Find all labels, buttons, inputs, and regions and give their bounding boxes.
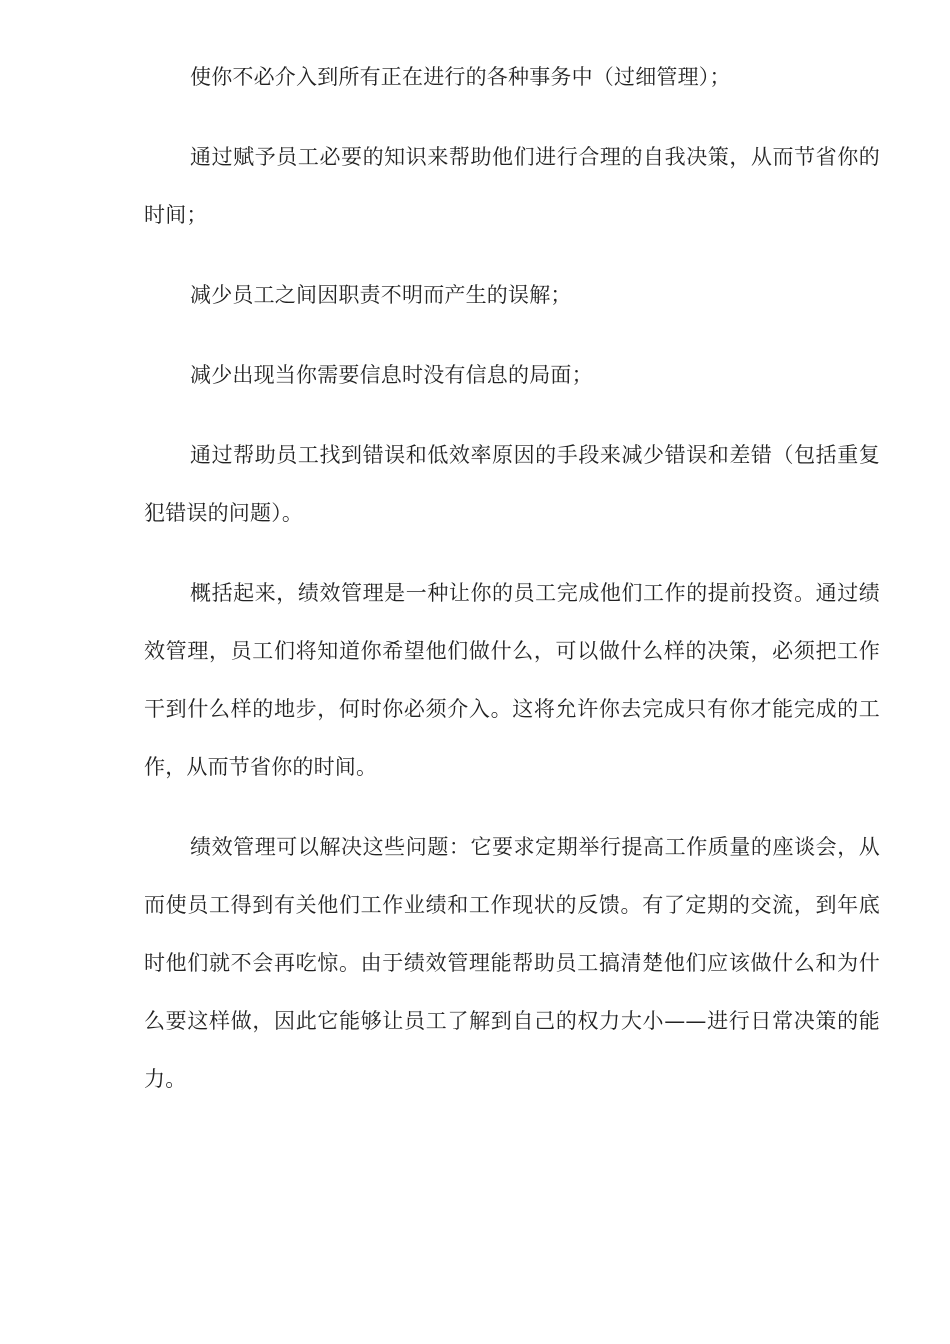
paragraph-empower-employees: 通过赋予员工必要的知识来帮助他们进行合理的自我决策，从而节省你的时间； [144, 145, 880, 227]
paragraph-solution: 绩效管理可以解决这些问题：它要求定期举行提高工作质量的座谈会，从而使员工得到有关他们工作业绩和工作现状的反馈。有了定期的交流，到年底时他们就不会再吃惊。由于绩效管理能帮助员工搞清楚他们应该做什么和为什么要这样做，因此它能够让员工了解到自己的权力大小——进行日常决策的能力。 [144, 835, 880, 1091]
document-body [144, 48, 880, 1130]
paragraph-avoid-micromanagement: 使你不必介入到所有正在进行的各种事务中（过细管理）； [190, 65, 731, 89]
paragraph-reduce-errors: 通过帮助员工找到错误和低效率原因的手段来减少错误和差错（包括重复犯错误的问题）。 [144, 443, 880, 525]
paragraph-summary: 概括起来，绩效管理是一种让你的员工完成他们工作的提前投资。通过绩效管理，员工们将知道你希望他们做什么，可以做什么样的决策，必须把工作干到什么样的地步，何时你必须介入。这将允许你去完成只有你才能完成的工作，从而节省你的时间。 [144, 581, 880, 779]
paragraph-reduce-misunderstanding: 减少员工之间因职责不明而产生的误解； [190, 283, 572, 307]
paragraph-reduce-missing-info: 减少出现当你需要信息时没有信息的局面； [190, 363, 593, 387]
